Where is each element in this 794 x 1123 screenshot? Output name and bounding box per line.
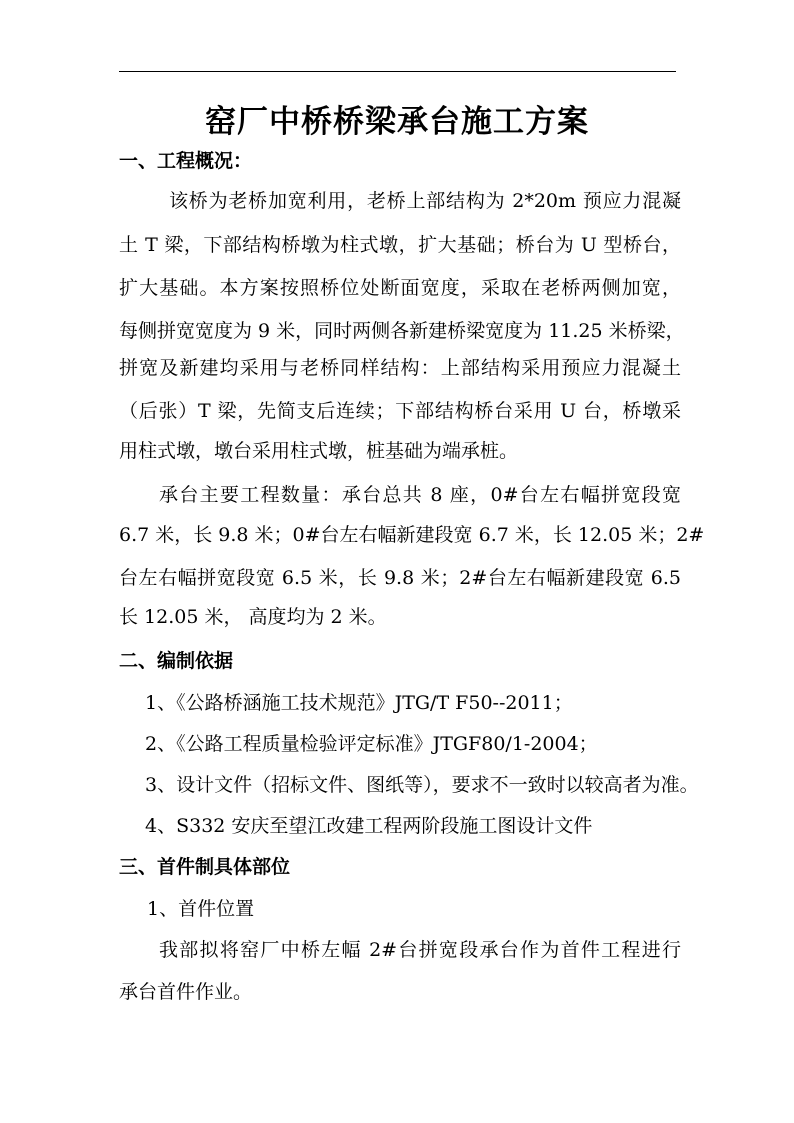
paragraph-line: 承台主要工程数量：承台总共 8 座，0#台左右幅拼宽段宽 [159,484,681,506]
reference-item: 3、设计文件（招标文件、图纸等），要求不一致时以较高者为准。 [145,774,699,796]
section-heading-first-piece: 三、首件制具体部位 [119,856,291,878]
paragraph-line: 每侧拼宽宽度为 9 米，同时两侧各新建桥梁宽度为 11.25 米桥梁， [119,320,685,342]
section-heading-overview: 一、工程概况： [119,150,253,172]
paragraph-line: 长 12.05 米， 高度均为 2 米。 [119,606,387,628]
paragraph-line: 土 T 梁，下部结构桥墩为柱式墩，扩大基础；桥台为 U 型桥台， [119,234,681,256]
reference-item: 1、《公路桥涵施工技术规范》JTG/T F50--2011； [145,692,573,714]
paragraph-line: 扩大基础。本方案按照桥位处断面宽度，采取在老桥两侧加宽， [119,277,681,299]
document-title: 窑厂中桥桥梁承台施工方案 [205,104,589,140]
paragraph-line: 该桥为老桥加宽利用，老桥上部结构为 2*20m 预应力混凝 [169,190,681,212]
paragraph-line: （后张）T 梁，先简支后连续；下部结构桥台采用 U 台，桥墩采 [119,400,681,422]
paragraph-line: 6.7 米，长 9.8 米；0#台左右幅新建段宽 6.7 米，长 12.05 米；2# [119,524,705,546]
paragraph-line: 用柱式墩，墩台采用柱式墩，桩基础为端承桩。 [119,440,519,462]
reference-item: 4、S332 安庆至望江改建工程两阶段施工图设计文件 [145,815,593,837]
paragraph-line: 拼宽及新建均采用与老桥同样结构：上部结构采用预应力混凝土 [119,357,681,379]
subheading-first-piece-location: 1、首件位置 [147,898,255,920]
reference-item: 2、《公路工程质量检验评定标准》JTGF80/1-2004； [145,733,598,755]
section-heading-basis: 二、编制依据 [119,650,234,672]
header-rule [119,71,676,72]
paragraph-line: 我部拟将窑厂中桥左幅 2#台拼宽段承台作为首件工程进行 [159,939,681,961]
paragraph-line: 台左右幅拼宽段宽 6.5 米，长 9.8 米；2#台左右幅新建段宽 6.5 [119,567,681,589]
paragraph-line: 承台首件作业。 [119,981,253,1003]
